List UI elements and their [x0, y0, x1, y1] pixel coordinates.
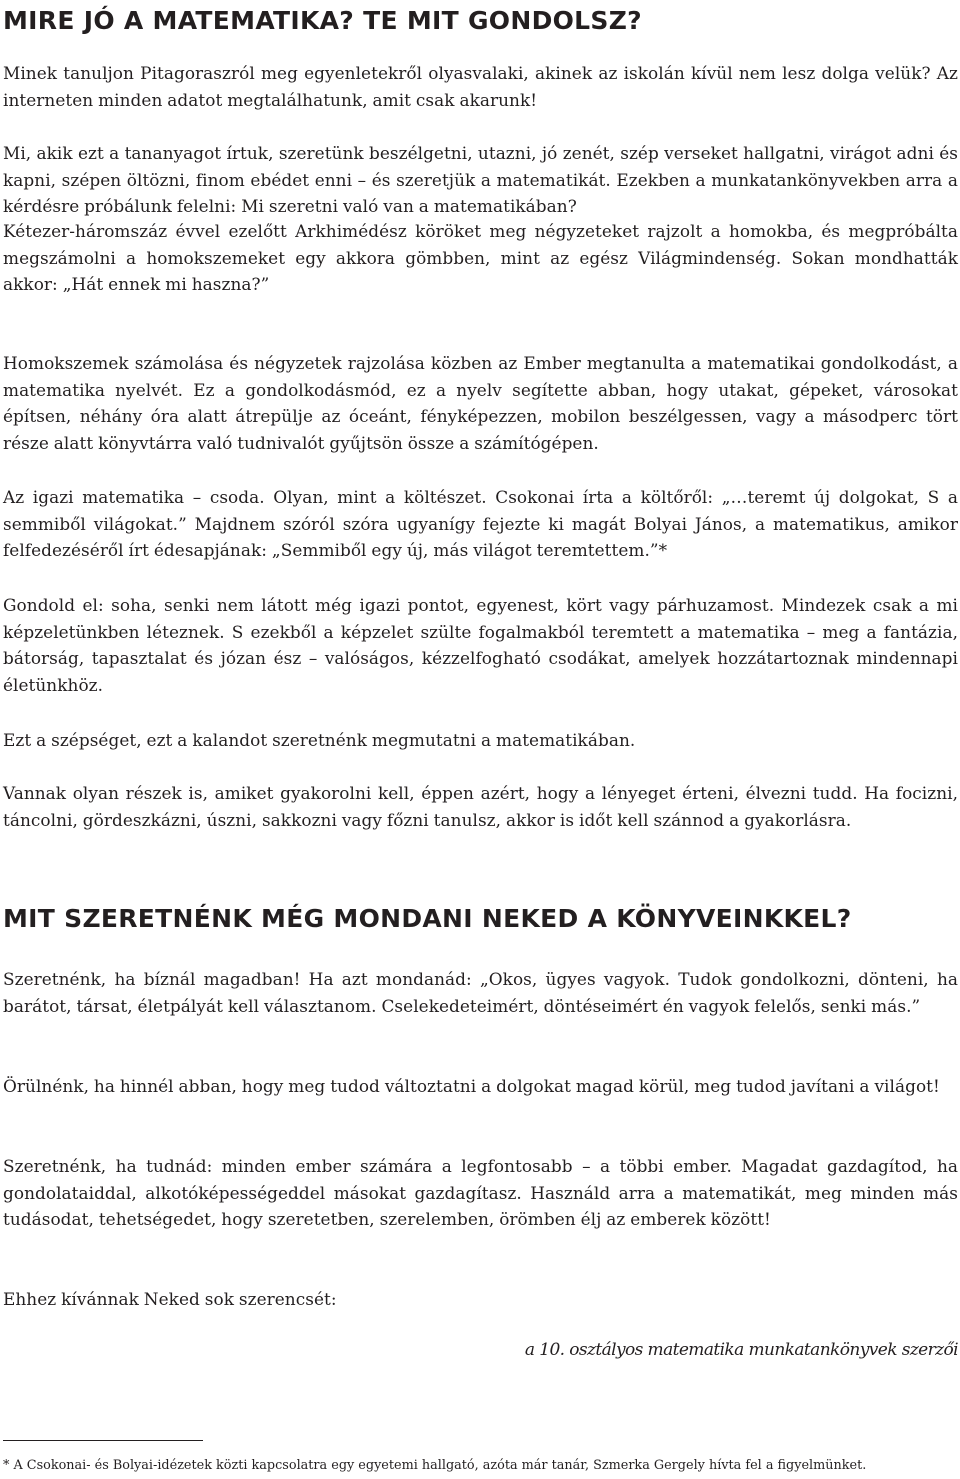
paragraph: Vannak olyan részek is, amiket gyakorolni kell, éppen azért, hogy a lényeget érteni, élvezni tudd. Ha focizni, táncolni, gördeszkázni, úszni, sakkozni vagy főzni tanulsz, akkor is időt kell szánnod a gyakorlásra.: [3, 783, 958, 830]
paragraph: Ezt a szépséget, ezt a kalandot szeretnénk megmutatni a matematikában.: [3, 730, 636, 750]
section-title-why-math: MIRE JÓ A MATEMATIKA? TE MIT GONDOLSZ?: [3, 6, 642, 35]
paragraph: Szeretnénk, ha bíznál magadban! Ha azt mondanád: „Okos, ügyes vagyok. Tudok gondolkozni, dönteni, ha barátot, társat, életpályát kell választanom. Cselekedeteimért, döntéseimért én vagyok felelős, senki más.”: [3, 969, 958, 1016]
section-title-what-we-want: MIT SZERETNÉNK MÉG MONDANI NEKED A KÖNYVEINKKEL?: [3, 904, 852, 933]
paragraph: Gondold el: soha, senki nem látott még igazi pontot, egyenest, kört vagy párhuzamost. Mindezek csak a mi képzeletünkben léteznek. S ezekből a képzelet szülte fogalmakból teremtett a matematika – meg a fantázia, bátorság, tapasztalat és józan ész – valóságos, kézzelfogható csodákat, amelyek hozzátartoznak mindennapi életünkhöz.: [3, 595, 958, 695]
footnote: * A Csokonai- és Bolyai-idézetek közti kapcsolatra egy egyetemi hallgató, azóta már tanár, Szmerka Gergely hívta fel a figyelmünket.: [3, 1458, 867, 1473]
paragraph: Kétezer-háromszáz évvel ezelőtt Arkhimédész köröket meg négyzeteket rajzolt a homokba, és megpróbálta megszámolni a homokszemeket egy akkora gömbben, mint az egész Világmindenség. Sokan mondhatták akkor: „Hát ennek mi haszna?”: [3, 221, 958, 295]
paragraph: Szeretnénk, ha tudnád: minden ember számára a legfontosabb – a többi ember. Magadat gazdagítod, ha gondolataiddal, alkotóképességeddel másokat gazdagítasz. Használd arra a matematikát, meg minden más tudásodat, tehetségedet, hogy szeretetben, szerelemben, örömben élj az emberek között!: [3, 1156, 958, 1230]
footnote-divider: [3, 1440, 203, 1441]
paragraph: Homokszemek számolása és négyzetek rajzolása közben az Ember megtanulta a matematikai gondolkodást, a matematika nyelvét. Ez a gondolkodásmód, ez a nyelv segítette abban, hogy utakat, gépeket, városokat építsen, néhány óra alatt átrepülje az óceánt, fényképezzen, mobilon beszélgessen, vagy a másodperc tört része alatt könyvtárra való tudnivalót gyűjtsön össze a számítógépen.: [3, 353, 958, 453]
paragraph: Mi, akik ezt a tananyagot írtuk, szeretünk beszélgetni, utazni, jó zenét, szép verseket hallgatni, virágot adni és kapni, szépen öltözni, finom ebédet enni – és szeretjük a matematikát. Ezekben a munkatankönyvekben arra a kérdésre próbálunk felelni: Mi szeretni való van a matematikában?: [3, 143, 958, 217]
paragraph: Minek tanuljon Pitagoraszról meg egyenletekről olyasvalaki, akinek az iskolán kívül nem lesz dolga velük? Az interneten minden adatot megtalálhatunk, amit csak akarunk!: [3, 63, 958, 110]
paragraph: Örülnénk, ha hinnél abban, hogy meg tudod változtatni a dolgokat magad körül, meg tudod javítani a világot!: [3, 1076, 940, 1096]
authors-signature: a 10. osztályos matematika munkatankönyvek szerzői: [524, 1340, 958, 1360]
paragraph: Az igazi matematika – csoda. Olyan, mint a költészet. Csokonai írta a költőről: „…teremt új dolgokat, S a semmiből világokat.” Majdnem szóról szóra ugyanígy fejezte ki magát Bolyai János, a matematikus, amikor felfedezéséről írt édesapjának: „Semmiből egy új, más világot teremtettem.”*: [3, 487, 958, 561]
paragraph: Ehhez kívánnak Neked sok szerencsét:: [3, 1289, 337, 1309]
